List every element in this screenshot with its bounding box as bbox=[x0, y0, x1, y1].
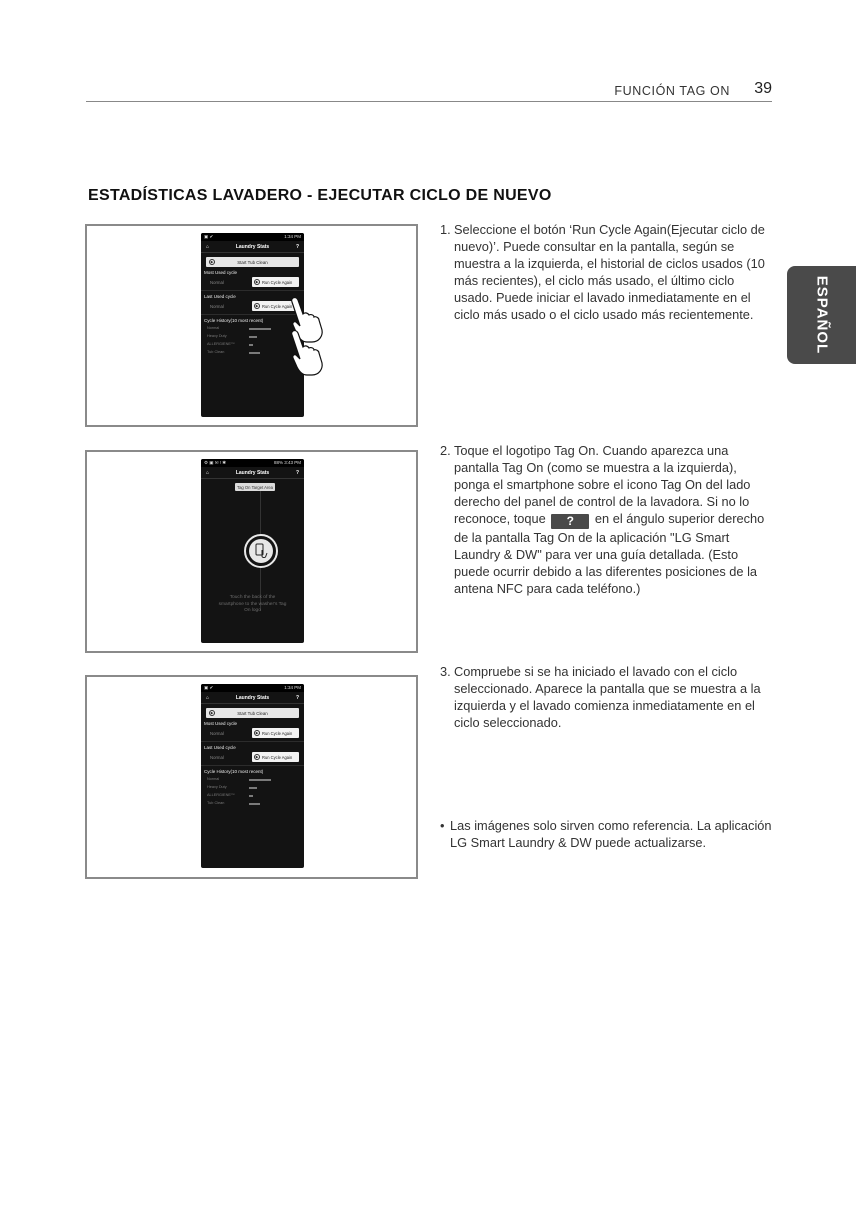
status-bar bbox=[201, 684, 304, 692]
history-label: Cycle History(10 most recent) bbox=[204, 769, 264, 774]
status-bar bbox=[201, 233, 304, 241]
step-number: 2. bbox=[440, 443, 451, 458]
play-icon: ▶ bbox=[255, 304, 259, 308]
most-used-label: Most Used cycle bbox=[204, 270, 238, 275]
home-icon[interactable]: ⌂ bbox=[206, 244, 210, 250]
status-bar bbox=[201, 459, 304, 467]
status-time: 1:34 PM bbox=[284, 234, 301, 239]
app-title: Laundry Stats bbox=[235, 244, 270, 250]
history-bar bbox=[249, 344, 253, 346]
touch-instruction: Touch the back of the smartphone to the washer's Tag On logo bbox=[218, 595, 287, 613]
step-3 bbox=[440, 663, 772, 731]
step-number: 3. bbox=[440, 664, 451, 679]
history-row: Heavy Duty bbox=[204, 784, 301, 792]
bullet: • bbox=[440, 818, 445, 833]
step-text: Compruebe si se ha iniciado el lavado con el ciclo seleccionado. Aparece la pantalla que se muestra a la izquierda y el lavado comienza inmediatamente en el ciclo seleccionado. bbox=[454, 664, 761, 730]
divider bbox=[201, 765, 304, 766]
status-icons: ▣ ✔ bbox=[204, 685, 214, 690]
note-text: Las imágenes solo sirven como referencia. La aplicación LG Smart Laundry & DW puede actualizarse. bbox=[450, 818, 772, 850]
step-text: Seleccione el botón ‘Run Cycle Again(Ejecutar ciclo de nuevo)’. Puede consultar en la pantalla, según se muestra a la izquierda, el historial de ciclos usados (10 más recientes), el ciclo más usado, el último ciclo usado. Puede iniciar el lavado inmediatamente en el ciclo más usado o el ciclo usado más recientemente. bbox=[454, 222, 765, 322]
run-cycle-again-button[interactable]: ▶ Run Cycle Again bbox=[252, 752, 299, 762]
history-row: Tub Clean bbox=[204, 349, 301, 357]
app-bar bbox=[201, 241, 304, 253]
play-icon: ▶ bbox=[255, 280, 259, 284]
history-bar bbox=[249, 795, 253, 797]
pointing-hand-icon bbox=[287, 329, 327, 377]
play-icon: ▶ bbox=[255, 731, 259, 735]
history-bar bbox=[249, 336, 257, 338]
tag-on-circle bbox=[244, 534, 278, 568]
history-bar bbox=[249, 328, 271, 330]
divider bbox=[201, 290, 304, 291]
page-number: 39 bbox=[754, 80, 772, 97]
app-title: Laundry Stats bbox=[235, 470, 270, 476]
run-cycle-again-button[interactable]: ▶ Run Cycle Again bbox=[252, 301, 299, 311]
header-title: FUNCIÓN TAG ON bbox=[614, 84, 730, 98]
history-bar bbox=[249, 352, 260, 354]
history-row: Normal bbox=[204, 325, 301, 333]
history-bar bbox=[249, 803, 260, 805]
last-used-label: Last Used cycle bbox=[204, 294, 236, 299]
run-cycle-again-button[interactable]: ▶ Run Cycle Again bbox=[252, 277, 299, 287]
start-tub-clean-button[interactable]: ▶ Start Tub Clean bbox=[206, 257, 299, 267]
step-text: Toque el logotipo Tag On. Cuando aparezca una pantalla Tag On (como se muestra a la izquierda), ponga el smartphone sobre el icono Tag On del lado derecho del panel de control de la lavadora. Si no lo reconoce, toque ? en el ángulo superior derecho de la pantalla Tag On de la aplicación "LG Smart Laundry & DW" para ver una guía detallada. (Esto puede ocurrir debido a las diferentes posiciones de la antena NFC para cada teléfono.) bbox=[454, 443, 765, 596]
most-used-row bbox=[206, 728, 299, 739]
most-used-value: Normal bbox=[210, 731, 224, 736]
phone-screen bbox=[201, 459, 304, 643]
most-used-row bbox=[206, 277, 299, 288]
app-bar bbox=[201, 692, 304, 704]
page-header bbox=[86, 80, 772, 102]
history-row: Tub Clean bbox=[204, 800, 301, 808]
last-used-row bbox=[206, 752, 299, 763]
last-used-label: Last Used cycle bbox=[204, 745, 236, 750]
history-row: Normal bbox=[204, 776, 301, 784]
last-used-value: Normal bbox=[210, 304, 224, 309]
figure-stats-run-again bbox=[85, 224, 418, 427]
history-label: Cycle History(10 most recent) bbox=[204, 318, 264, 323]
phone-screen bbox=[201, 684, 304, 868]
last-used-value: Normal bbox=[210, 755, 224, 760]
history-bar bbox=[249, 787, 257, 789]
figure-tag-on bbox=[85, 450, 418, 653]
history-bar bbox=[249, 779, 271, 781]
step-number: 1. bbox=[440, 222, 451, 237]
history-row: ALLERGIENE™ bbox=[204, 792, 301, 800]
start-tub-clean-button[interactable]: ▶ Start Tub Clean bbox=[206, 708, 299, 718]
history-row: ALLERGIENE™ bbox=[204, 341, 301, 349]
app-bar bbox=[201, 467, 304, 479]
language-tab-label: ESPAÑOL bbox=[813, 275, 830, 355]
status-right: 88% 3:43 PM bbox=[273, 460, 301, 465]
step-2 bbox=[440, 442, 772, 597]
status-time: 1:34 PM bbox=[284, 685, 301, 690]
last-used-row bbox=[206, 301, 299, 312]
home-icon[interactable]: ⌂ bbox=[206, 470, 210, 476]
play-icon: ▶ bbox=[255, 755, 259, 759]
step-1 bbox=[440, 221, 772, 323]
help-icon[interactable]: ? bbox=[295, 695, 299, 701]
most-used-label: Most Used cycle bbox=[204, 721, 238, 726]
divider bbox=[201, 741, 304, 742]
app-title: Laundry Stats bbox=[235, 695, 270, 701]
help-icon[interactable]: ? bbox=[295, 244, 299, 250]
help-icon[interactable]: ? bbox=[295, 470, 299, 476]
figure-stats-started bbox=[85, 675, 418, 879]
play-icon: ▶ bbox=[210, 260, 214, 264]
section-title: ESTADÍSTICAS LAVADERO - EJECUTAR CICLO DE NUEVO bbox=[88, 187, 552, 204]
run-cycle-again-button[interactable]: ▶ Run Cycle Again bbox=[252, 728, 299, 738]
reference-note bbox=[440, 817, 772, 851]
history-list bbox=[204, 776, 301, 808]
home-icon[interactable]: ⌂ bbox=[206, 695, 210, 701]
tag-target-label: Tag On Target Area bbox=[237, 484, 274, 490]
phone-touch-icon bbox=[254, 543, 268, 559]
help-question-icon: ? bbox=[551, 514, 589, 529]
language-tab bbox=[787, 266, 856, 364]
most-used-value: Normal bbox=[210, 280, 224, 285]
history-row: Heavy Duty bbox=[204, 333, 301, 341]
play-icon: ▶ bbox=[210, 711, 214, 715]
status-icons: ⚙ ▣ ✉ ! ✱ bbox=[204, 460, 227, 465]
status-icons: ▣ ✔ bbox=[204, 234, 214, 239]
